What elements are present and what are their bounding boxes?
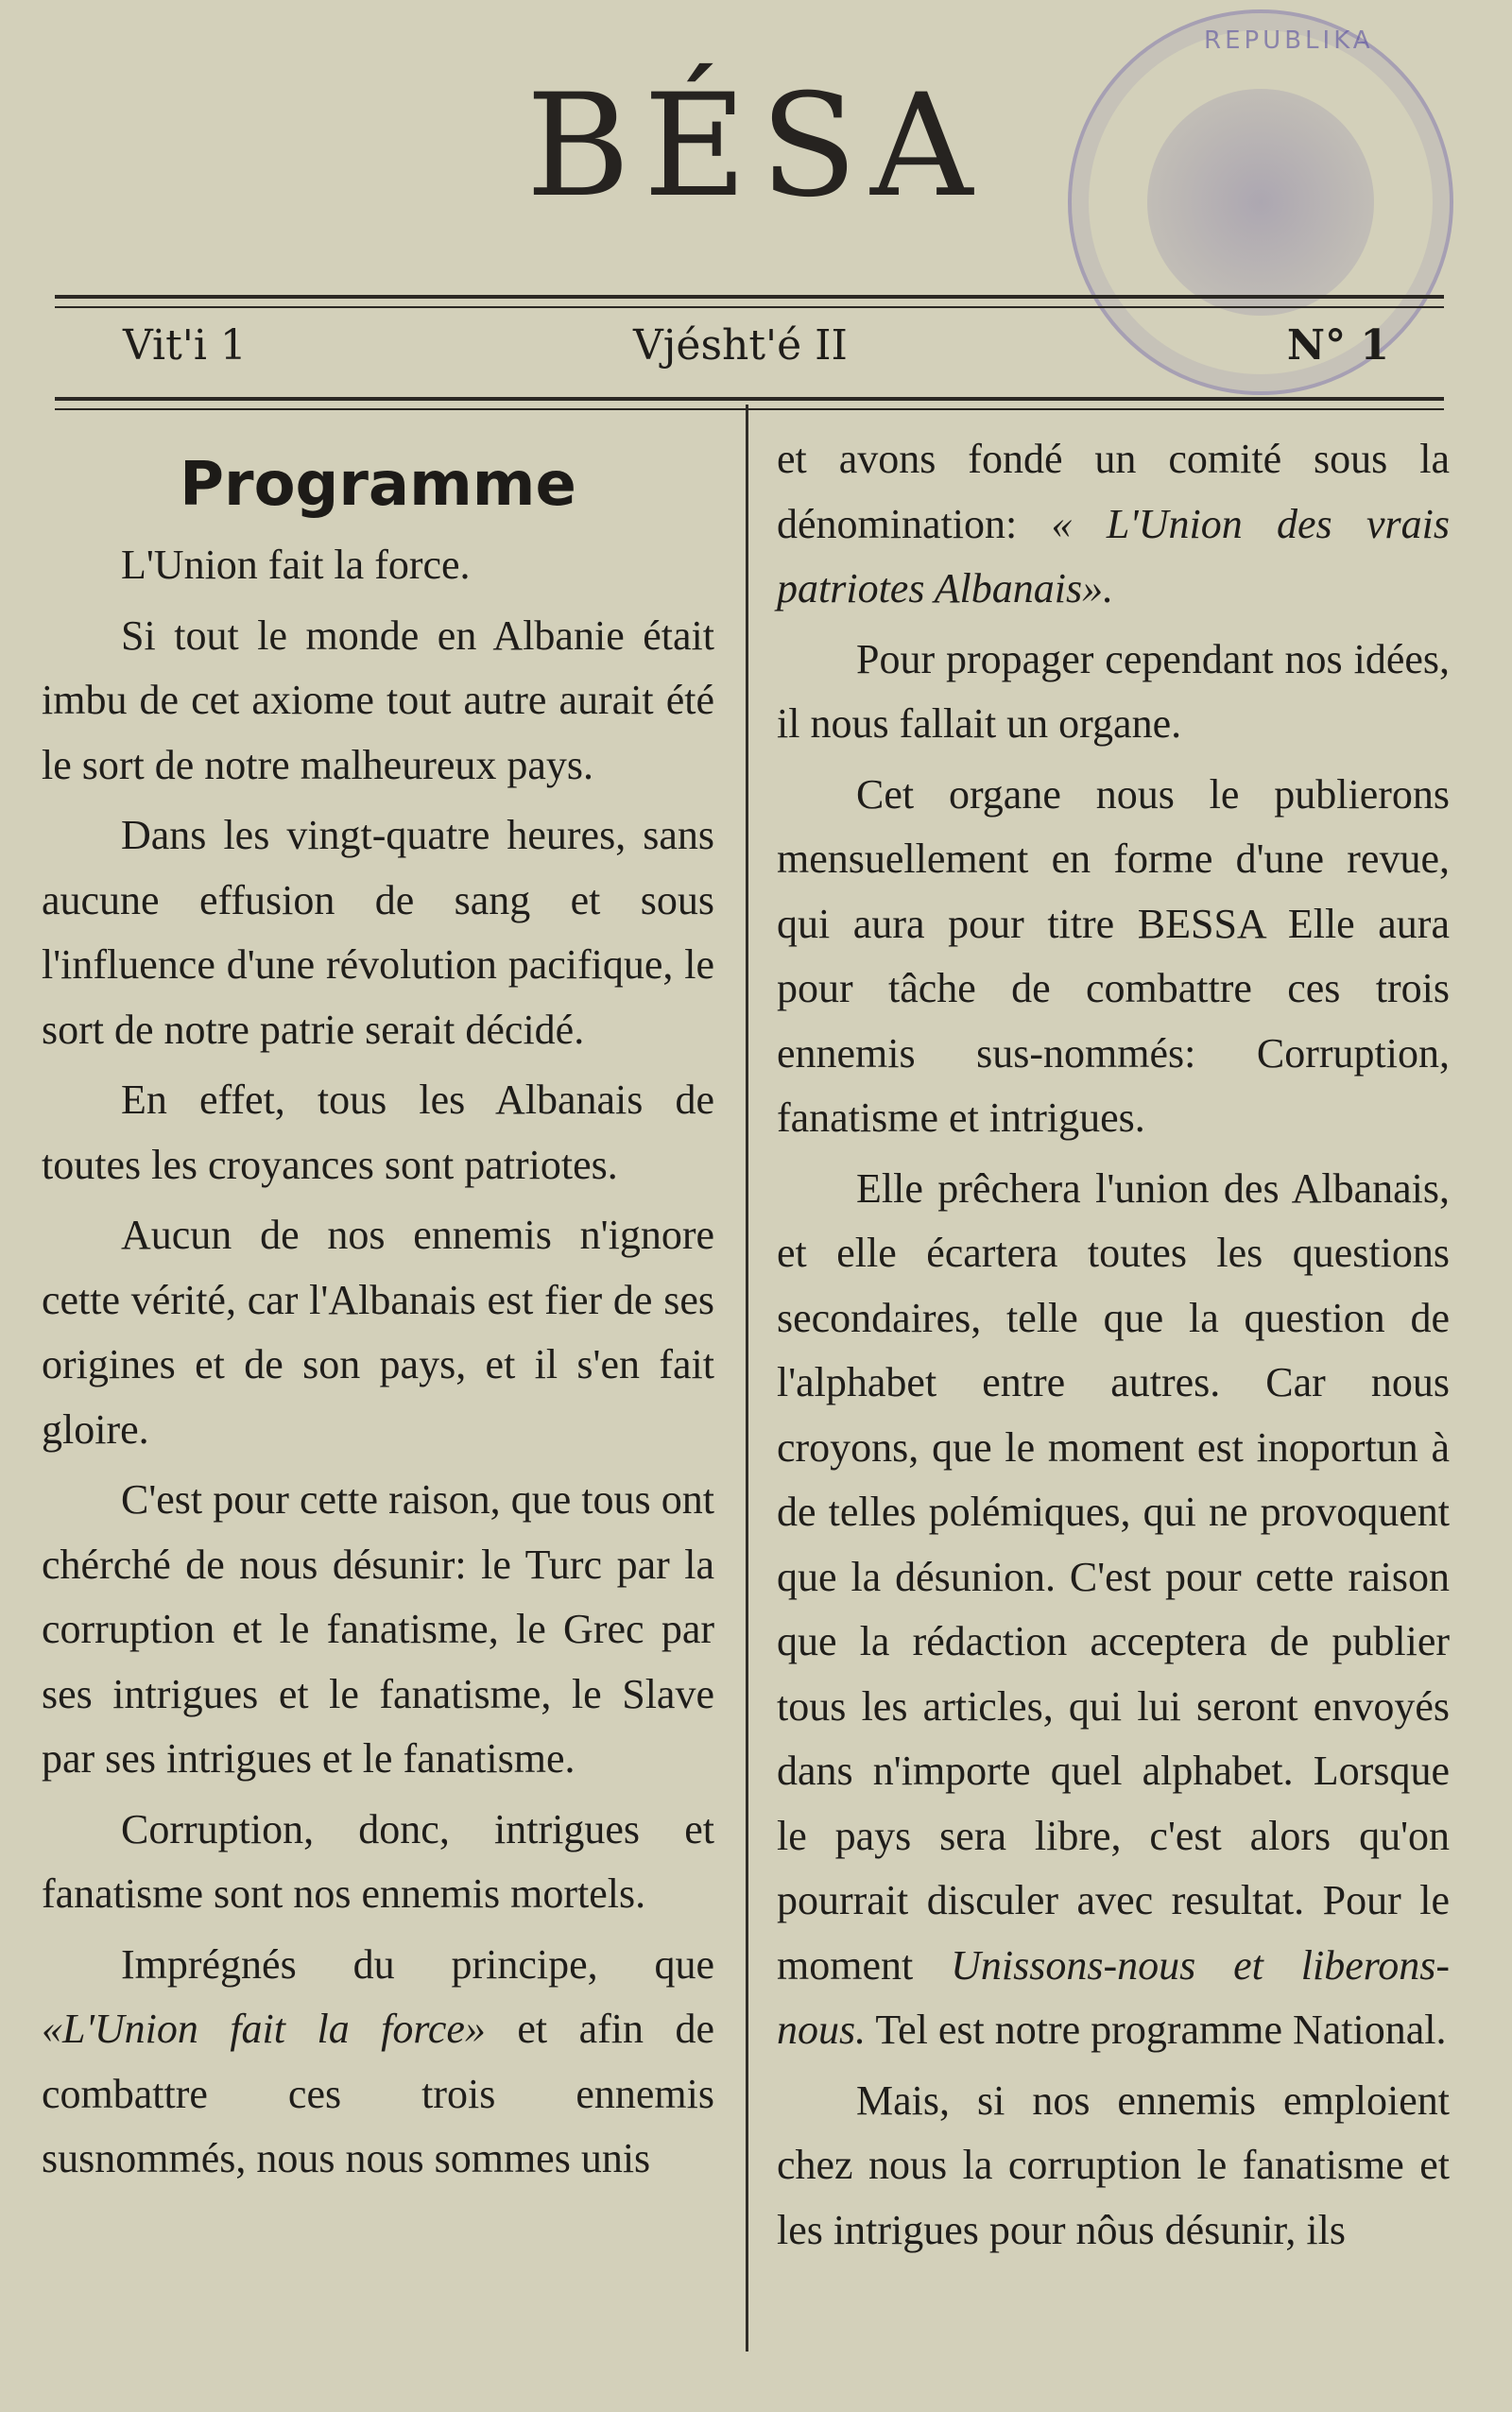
issue-month: Vjésht'é II <box>633 321 848 370</box>
issue-info-line <box>123 321 1389 378</box>
italic-quote: « L'Union des vrais patriotes Albanais». <box>777 500 1450 612</box>
paragraph: L'Union fait la force. <box>121 542 471 588</box>
left-column <box>42 442 714 2192</box>
italic-quote: «L'Union fait la force» <box>42 2006 486 2052</box>
paragraph: Dans les vingt-quatre heures, sans aucune effusion de sang et sous l'influence d'une révolution pacifique, le sort de notre patrie serait décidé. <box>42 812 714 1053</box>
top-rule-thin <box>55 306 1444 308</box>
italic-motto: Unissons-nous et liberons-nous. <box>777 1941 1450 2053</box>
bottom-rule-thin <box>55 408 1444 410</box>
text-run: Tel est notre programme National. <box>875 2007 1447 2053</box>
text-run: Elle prêchera l'union des Albanais, et elle écartera toutes les questions secondaires, telle que la question de l'alphabet entre autres. Car nous croyons, que le moment est inoportun à de telles polémiques, qui ne provoquent que la désunion. C'est pour cette raison que la rédaction acceptera de publier tous les articles, qui lui seront envoyés dans n'importe quel alphabet. Lorsque le pays sera libre, c'est alors qu'on pourrait disculer avec resultat. Pour le moment <box>777 1164 1450 1989</box>
paragraph: Aucun de nos ennemis n'ignore cette vérité, car l'Albanais est fier de ses origines et de son pays, et il s'en fait gloire. <box>42 1212 714 1453</box>
text-run: et afin de combattre ces trois ennemis susnommés, nous nous sommes unis <box>42 2006 714 2181</box>
text-run: Imprégnés du principe, que <box>121 1940 714 1988</box>
bottom-rule <box>55 397 1444 401</box>
paragraph <box>42 1933 714 2192</box>
stamp-text: REPUBLIKA <box>1204 26 1374 55</box>
issue-year: Vit'i 1 <box>123 321 247 370</box>
paragraph: Si tout le monde en Albanie était imbu de cet axiome tout autre aurait été le sort de notre malheureux pays. <box>42 612 714 788</box>
paragraph <box>777 427 1450 622</box>
issue-number: N° 1 <box>1286 321 1389 370</box>
right-column <box>777 427 1450 2263</box>
top-rule <box>55 295 1444 299</box>
paragraph: Corruption, donc, intrigues et fanatisme sont nos ennemis mortels. <box>42 1805 714 1917</box>
column-divider <box>746 405 748 2352</box>
masthead-title: BÉSA <box>525 64 987 229</box>
paragraph: Pour propager cependant nos idées, il nous fallait un organe. <box>777 635 1450 747</box>
article-heading: Programme <box>180 450 576 520</box>
paragraph: En effet, tous les Albanais de toutes les croyances sont patriotes. <box>42 1077 714 1188</box>
paragraph: C'est pour cette raison, que tous ont chérché de nous désunir: le Turc par la corruption et le fanatisme, le Grec par ses intrigues et le fanatisme, le Slave par ses intrigues et le fanatisme. <box>42 1476 714 1782</box>
paragraph: Cet organe nous le publierons mensuellement en forme d'une revue, qui aura pour titre BESSA Elle aura pour tâche de combattre ces trois ennemis sus-nommés: Corruption, fanatisme et intrigues. <box>777 770 1450 1141</box>
paragraph <box>777 1157 1450 2063</box>
paragraph: Mais, si nos ennemis emploient chez nous la corruption le fanatisme et les intrigues pour nôus désunir, ils <box>777 2076 1450 2253</box>
text-run: et avons fondé un comité sous la dénomination: <box>777 436 1450 547</box>
